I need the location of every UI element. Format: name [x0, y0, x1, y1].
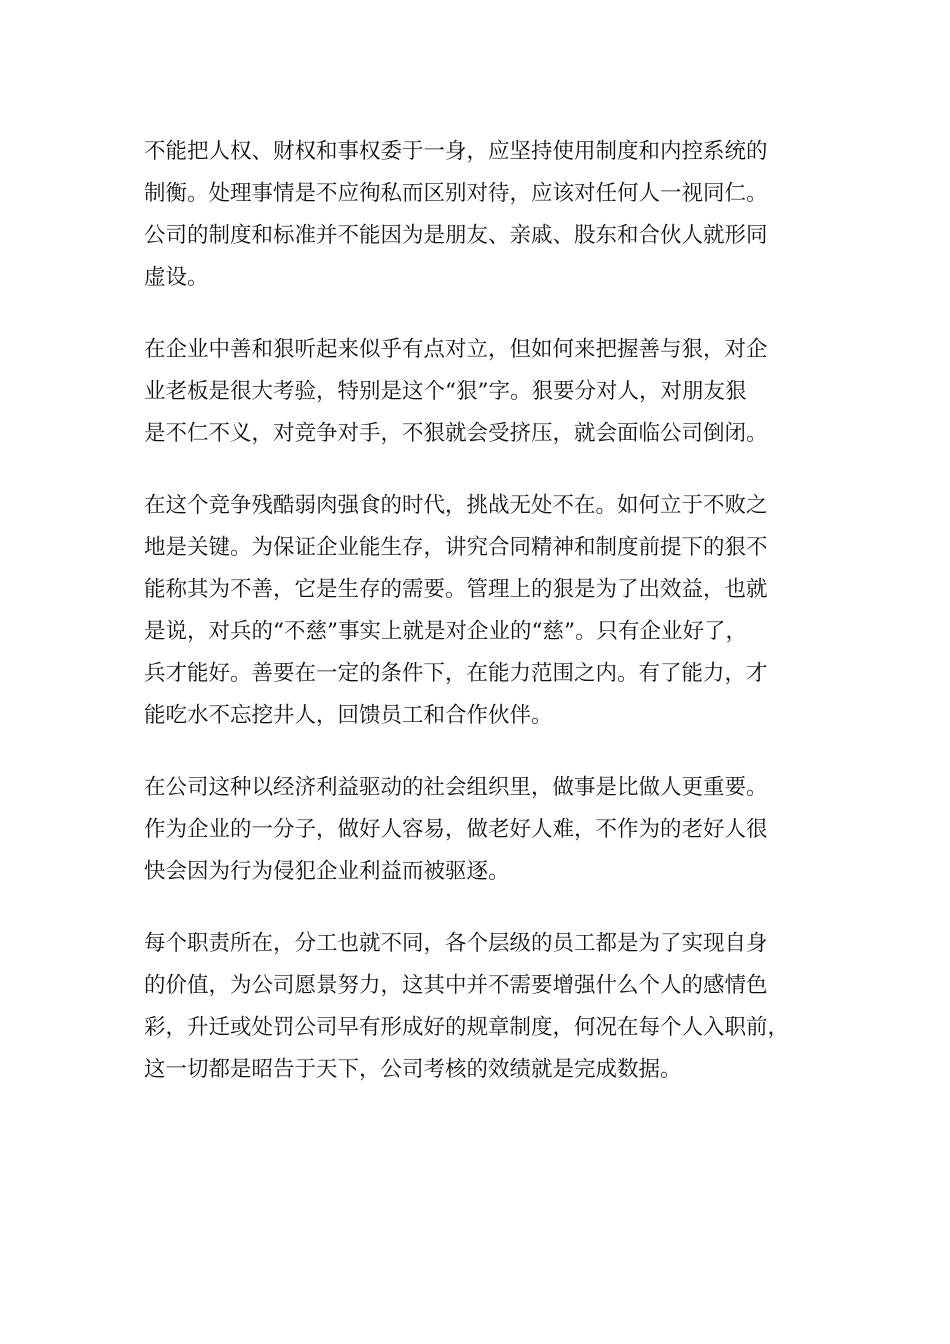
paragraph-3 — [144, 485, 834, 737]
paragraph-spacer — [144, 299, 834, 329]
text-line: 制衡。处理事情是不应徇私而区别对待，应该对任何人一视同仁。 — [144, 181, 768, 206]
text-line: 地是关键。为保证企业能生存，讲究合同精神和制度前提下的狠不 — [144, 535, 768, 560]
text-line: 虚设。 — [144, 265, 209, 290]
text-line: 在企业中善和狠听起来似乎有点对立，但如何来把握善与狠，对企 — [144, 337, 768, 362]
text-line: 作为企业的一分子，做好人容易，做老好人难，不作为的老好人很 — [144, 817, 768, 842]
text-line: 业老板是很大考验，特别是这个“狠”字。狠要分对人，对朋友狠 — [144, 379, 747, 404]
text-line: 能吃水不忘挖井人，回馈员工和合作伙伴。 — [144, 703, 553, 728]
text-line: 能称其为不善，它是生存的需要。管理上的狠是为了出效益，也就 — [144, 577, 768, 602]
paragraph-spacer — [144, 893, 834, 923]
paragraph-spacer — [144, 455, 834, 485]
text-line: 兵才能好。善要在一定的条件下，在能力范围之内。有了能力，才 — [144, 661, 768, 686]
text-line: 快会因为行为侵犯企业利益而被驱逐。 — [144, 859, 510, 884]
text-line: 是说，对兵的“不慈”事实上就是对企业的“慈”。只有企业好了， — [144, 619, 747, 644]
text-line: 公司的制度和标准并不能因为是朋友、亲戚、股东和合伙人就形同 — [144, 223, 768, 248]
text-line: 彩，升迁或处罚公司早有形成好的规章制度，何况在每个人入职前， — [144, 1015, 790, 1040]
text-line: 是不仁不义，对竞争对手，不狠就会受挤压，就会面临公司倒闭。 — [144, 421, 768, 446]
text-line: 不能把人权、财权和事权委于一身，应坚持使用制度和内控系统的 — [144, 139, 768, 164]
paragraph-4 — [144, 767, 834, 893]
text-line: 的价值，为公司愿景努力，这其中并不需要增强什么个人的感情色 — [144, 973, 768, 998]
text-line: 在公司这种以经济利益驱动的社会组织里，做事是比做人更重要。 — [144, 775, 768, 800]
document-body — [144, 131, 834, 1091]
paragraph-2 — [144, 329, 834, 455]
paragraph-5 — [144, 923, 834, 1091]
paragraph-spacer — [144, 737, 834, 767]
paragraph-1 — [144, 131, 834, 299]
text-line: 每个职责所在，分工也就不同，各个层级的员工都是为了实现自身 — [144, 931, 768, 956]
text-line: 在这个竞争残酷弱肉强食的时代，挑战无处不在。如何立于不败之 — [144, 493, 768, 518]
text-line: 这一切都是昭告于天下，公司考核的效绩就是完成数据。 — [144, 1057, 682, 1082]
